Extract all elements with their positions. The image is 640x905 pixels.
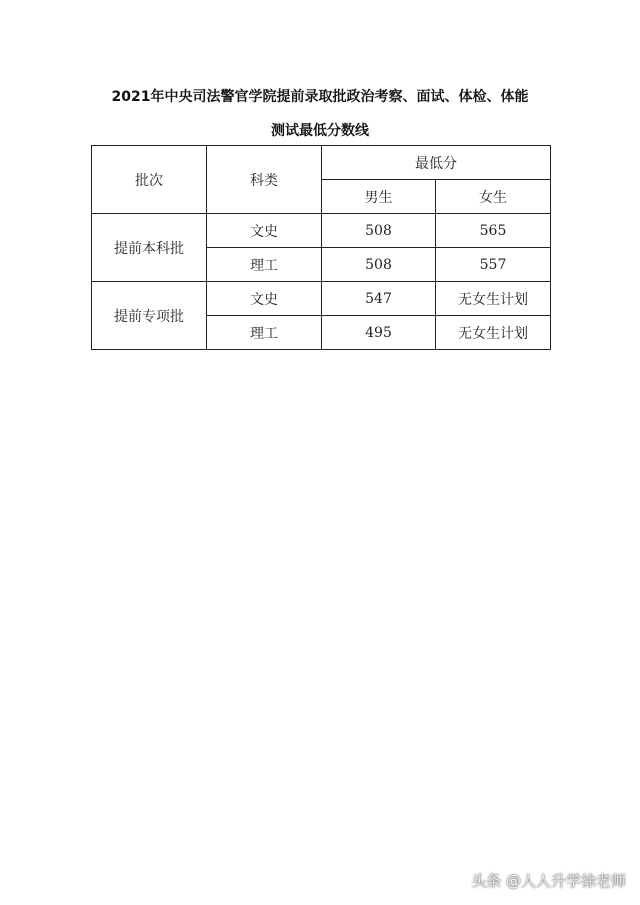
header-female: 女生: [436, 180, 551, 214]
document-title-line-1: 2021年中央司法警官学院提前录取批政治考察、面试、体检、体能: [111, 89, 529, 105]
batch-cell: 提前专项批: [92, 282, 207, 350]
header-min-score: 最低分: [322, 146, 551, 180]
header-male: 男生: [322, 180, 436, 214]
subject-cell: 理工: [207, 248, 322, 282]
subject-cell: 理工: [207, 316, 322, 350]
header-subject: 科类: [207, 146, 322, 214]
table-row: [92, 282, 551, 316]
table-header-row: [92, 146, 551, 180]
female-score-cell: 无女生计划: [436, 316, 551, 350]
female-score-cell: 565: [436, 214, 551, 248]
batch-cell: 提前本科批: [92, 214, 207, 282]
female-score-cell: 557: [436, 248, 551, 282]
document-title-line-2: 测试最低分数线: [271, 123, 369, 139]
male-score-cell: 547: [322, 282, 436, 316]
subject-cell: 文史: [207, 282, 322, 316]
table-row: [92, 214, 551, 248]
header-batch: 批次: [92, 146, 207, 214]
score-table: [91, 145, 551, 350]
male-score-cell: 508: [322, 214, 436, 248]
male-score-cell: 508: [322, 248, 436, 282]
male-score-cell: 495: [322, 316, 436, 350]
female-score-cell: 无女生计划: [436, 282, 551, 316]
subject-cell: 文史: [207, 214, 322, 248]
source-watermark: 头条 @人人升学徐老师: [471, 872, 626, 890]
